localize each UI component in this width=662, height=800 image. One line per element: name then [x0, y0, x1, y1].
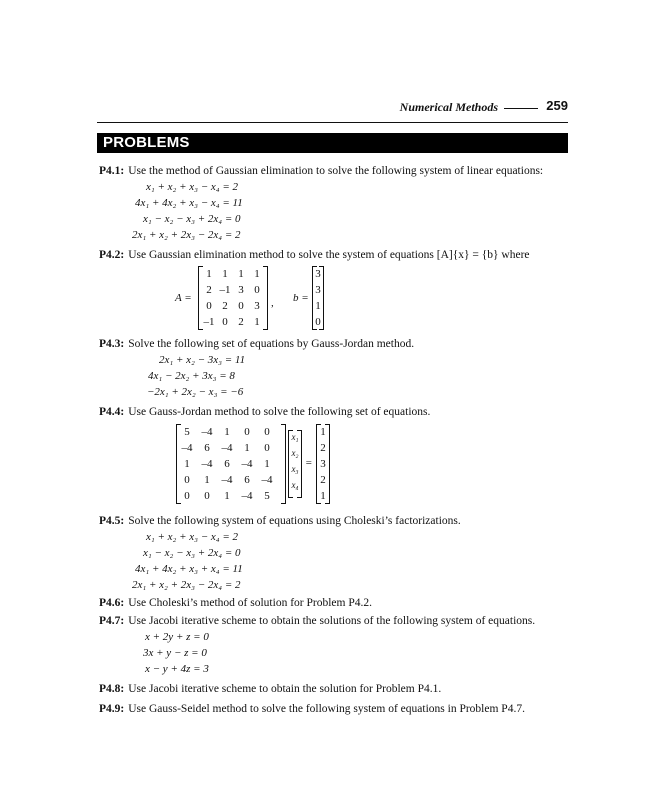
vector-cell: 1	[320, 426, 326, 438]
matrix-cell: 6	[204, 442, 210, 454]
problem-4-7	[99, 615, 535, 627]
problem-text: Use Gauss-Jordan method to solve the following set of equations.	[128, 406, 431, 418]
book-title: Numerical Methods	[399, 100, 498, 114]
matrix-cell: 0	[206, 300, 212, 312]
equals-sign: =	[305, 457, 313, 469]
vector-b	[312, 266, 324, 330]
matrix-cell: 1	[254, 268, 260, 280]
equation: 4x₁ + 4x₂ + x₃ + x₄ = 11	[135, 563, 243, 575]
section-banner	[97, 133, 568, 153]
problem-text: Use Gaussian elimination method to solve the system of equations [A]{x} = {b} where	[128, 249, 530, 261]
vector-b-label: b =	[293, 292, 309, 304]
vector-cell: 0	[315, 316, 321, 328]
equation: x + 2y + z = 0	[145, 631, 209, 643]
problem-number: P4.6:	[99, 597, 125, 609]
matrix-cell: 1	[254, 316, 260, 328]
matrix-cell: –4	[181, 442, 193, 454]
problem-number: P4.4:	[99, 406, 125, 418]
equation: x₁ + x₂ + x₃ − x₄ = 2	[146, 181, 239, 193]
problem-4-1	[99, 165, 543, 177]
vector-x	[288, 430, 302, 498]
matrix-cell: 0	[264, 442, 270, 454]
equation: −2x₁ + 2x₂ − x₃ = −6	[147, 386, 244, 398]
vector-cell: 3	[320, 458, 326, 470]
problem-4-5	[99, 515, 461, 527]
matrix-cell: –4	[261, 474, 273, 486]
matrix-cell: –1	[203, 316, 215, 328]
equation: x − y + 4z = 3	[145, 663, 209, 675]
problem-text: Solve the following system of equations using Choleski’s factorizations.	[128, 515, 461, 527]
matrix-cell: 3	[238, 284, 244, 296]
problem-4-9	[99, 703, 525, 715]
matrix-cell: 2	[206, 284, 212, 296]
vector-cell: 3	[315, 268, 321, 280]
matrix-cell: 1	[184, 458, 190, 470]
matrix-cell: 0	[184, 474, 190, 486]
matrix-cell: 6	[224, 458, 230, 470]
problem-number: P4.1:	[99, 165, 125, 177]
header-divider	[97, 122, 568, 123]
problem-4-6	[99, 597, 372, 609]
vector-cell: 1	[320, 490, 326, 502]
problem-text: Use Gauss-Seidel method to solve the following system of equations in Problem P4.7.	[128, 703, 525, 715]
problem-number: P4.8:	[99, 683, 125, 695]
problem-number: P4.9:	[99, 703, 125, 715]
matrix-cell: 2	[222, 300, 228, 312]
matrix-cell: –4	[221, 474, 233, 486]
matrix-cell: 1	[206, 268, 212, 280]
equation: 2x₁ + x₂ − 3x₃ = 11	[159, 354, 246, 366]
problem-4-8	[99, 683, 441, 695]
vector-cell: x₁	[291, 432, 299, 442]
matrix-cell: 3	[254, 300, 260, 312]
matrix-cell: 1	[244, 442, 250, 454]
problem-text: Solve the following set of equations by Gauss-Jordan method.	[128, 338, 415, 350]
problem-number: P4.3:	[99, 338, 125, 350]
matrix-cell: 0	[238, 300, 244, 312]
matrix-cell: 5	[264, 490, 270, 502]
matrix-cell: 1	[224, 426, 230, 438]
problem-number: P4.7:	[99, 615, 125, 627]
problem-number: P4.5:	[99, 515, 125, 527]
comma: ,	[271, 297, 274, 309]
vector-cell: x₂	[291, 448, 299, 458]
vector-cell: x₃	[291, 464, 299, 474]
matrix-cell: 1	[224, 490, 230, 502]
vector-cell: 2	[320, 474, 326, 486]
section-title: PROBLEMS	[103, 134, 190, 151]
matrix-cell: –4	[241, 458, 253, 470]
problem-4-4	[99, 406, 430, 418]
matrix-cell: 0	[222, 316, 228, 328]
problem-4-3	[99, 338, 414, 350]
matrix-a	[176, 424, 286, 504]
matrix-cell: 0	[254, 284, 260, 296]
header-rule	[504, 108, 538, 109]
equation: 4x₁ − 2x₂ + 3x₃ = 8	[148, 370, 235, 382]
matrix-cell: 0	[264, 426, 270, 438]
equation: 4x₁ + 4x₂ + x₃ − x₄ = 11	[135, 197, 243, 209]
equation: x₁ + x₂ + x₃ − x₄ = 2	[146, 531, 239, 543]
matrix-cell: 0	[184, 490, 190, 502]
matrix-cell: 1	[238, 268, 244, 280]
matrix-cell: 2	[238, 316, 244, 328]
equation: 2x₁ + x₂ + 2x₃ − 2x₄ = 2	[132, 229, 241, 241]
vector-cell: 1	[315, 300, 321, 312]
problem-text: Use Choleski’s method of solution for Problem P4.2.	[128, 597, 372, 609]
vector-cell: 2	[320, 442, 326, 454]
matrix-cell: –4	[201, 458, 213, 470]
vector-b	[316, 424, 330, 504]
matrix-a	[198, 266, 268, 330]
problem-text: Use Jacobi iterative scheme to obtain the solution for Problem P4.1.	[128, 683, 442, 695]
problem-text: Use the method of Gaussian elimination to solve the following system of linear equations:	[128, 165, 544, 177]
running-header	[100, 100, 568, 118]
equation: x₁ − x₂ − x₃ + 2x₄ = 0	[143, 547, 241, 559]
matrix-cell: 0	[204, 490, 210, 502]
matrix-cell: 1	[222, 268, 228, 280]
problem-4-2	[99, 249, 530, 261]
vector-cell: x₄	[291, 480, 299, 490]
page-number: 259	[546, 98, 568, 113]
matrix-cell: –4	[221, 442, 233, 454]
matrix-cell: 1	[204, 474, 210, 486]
equation: x₁ − x₂ − x₃ + 2x₄ = 0	[143, 213, 241, 225]
matrix-cell: 1	[264, 458, 270, 470]
matrix-cell: –4	[201, 426, 213, 438]
matrix-cell: –4	[241, 490, 253, 502]
matrix-a-label: A =	[175, 292, 192, 304]
problem-number: P4.2:	[99, 249, 125, 261]
vector-cell: 3	[315, 284, 321, 296]
matrix-cell: –1	[219, 284, 231, 296]
equation: 3x + y − z = 0	[143, 647, 207, 659]
equation: 2x₁ + x₂ + 2x₃ − 2x₄ = 2	[132, 579, 241, 591]
matrix-cell: 0	[244, 426, 250, 438]
matrix-cell: 5	[184, 426, 190, 438]
problem-text: Use Jacobi iterative scheme to obtain the solutions of the following system of equations.	[128, 615, 536, 627]
matrix-cell: 6	[244, 474, 250, 486]
